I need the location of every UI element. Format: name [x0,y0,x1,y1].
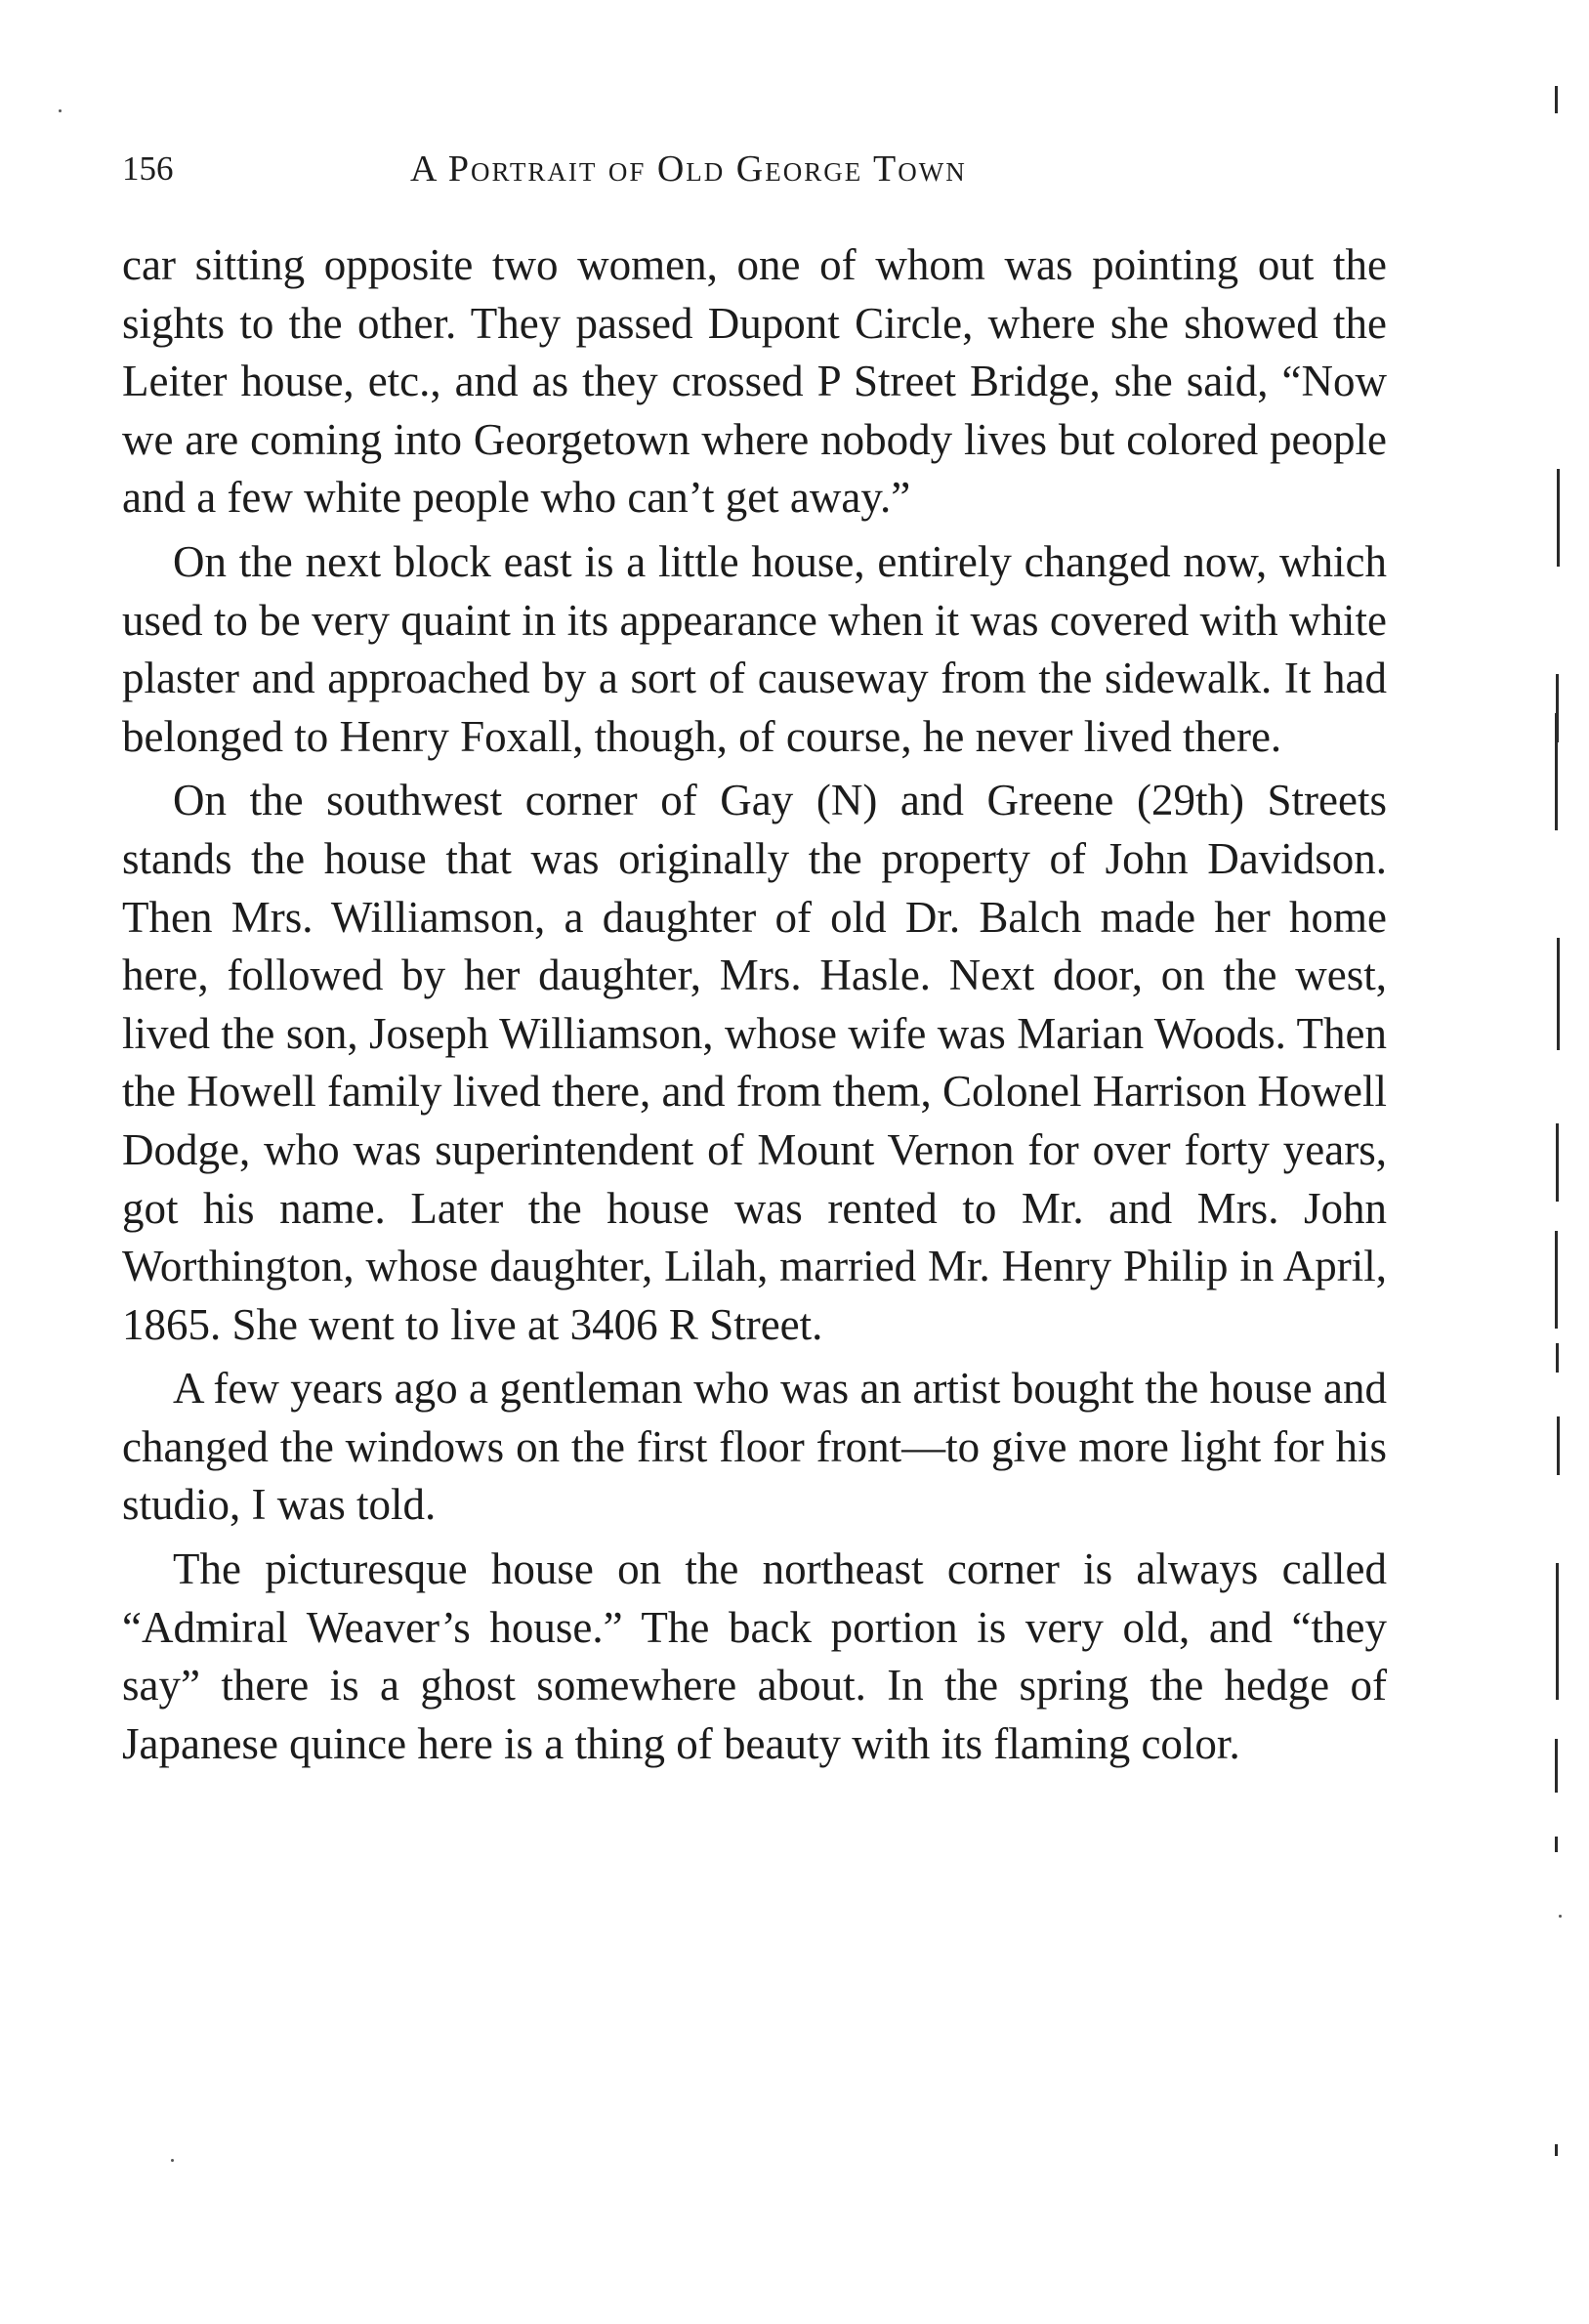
scan-mark [1557,938,1560,1050]
scan-mark [1557,1416,1560,1475]
paragraph-continued: car sitting opposite two women, one of whom was pointing out the sights to the other. They passed Dupont Circle, where she showed the Leiter house, etc., and as they crossed P Street Bridge, she said, “Now we are coming into Georgetown where nobody lives but colored people and a few white people who can’t get away.” [122,240,1387,523]
scan-mark [1556,1123,1559,1202]
scan-mark [1555,1231,1558,1329]
body-text [122,236,1387,1779]
paragraph: On the next block east is a little house, entirely changed now, which used to be very quaint in its appearance when it was covered with white plaster and approached by a sort of causeway from the sidewalk. It had belonged to Henry Foxall, though, of course, he never lived there. [122,536,1387,761]
scan-mark [1555,713,1558,830]
paragraph: On the southwest corner of Gay (N) and Greene (29th) Streets stands the house that was originally the property of John Davidson. Then Mrs. Williamson, a daughter of old Dr. Balch made her home here, followed by her daughter, Mrs. Hasle. Next door, on the west, lived the son, Joseph Williamson, whose wife was Marian Woods. Then the Howell family lived there, and from them, Colonel Harrison Howell Dodge, who was superintendent of Mount Vernon for over forty years, got his name. Later the house was rented to Mr. and Mrs. John Worthington, whose daughter, Lilah, married Mr. Henry Philip in April, 1865. She went to live at 3406 R Street. [122,776,1387,1349]
scan-mark [1555,1837,1558,1852]
scan-mark [1555,1739,1558,1793]
running-title: A Portrait of Old George Town [410,148,967,190]
paragraph: The picturesque house on the northeast corner is always called “Admiral Weaver’s house.” The back portion is very old, and “they say” there is a ghost somewhere about. In the spring the hedge of Japanese quince here is a thing of beauty with its flaming color. [122,1544,1387,1768]
scan-mark [1556,1343,1559,1373]
scan-mark [1555,2144,1558,2156]
scan-mark [1557,469,1560,567]
scan-mark [1556,1563,1559,1700]
running-head [122,145,1387,193]
scan-mark [1555,86,1558,113]
paragraph: A few years ago a gentleman who was an artist bought the house and changed the windows on the first floor front—to give more light for his studio, I was told. [122,1364,1387,1530]
scan-speck [171,2159,174,2162]
scan-speck [1559,1915,1562,1918]
scan-speck [59,109,62,112]
page-number: 156 [122,149,174,188]
